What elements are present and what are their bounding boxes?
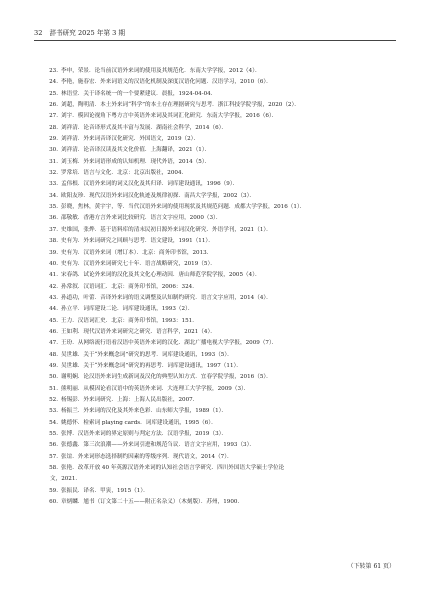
reference-number: 56. [49, 442, 58, 449]
reference-number: 57. [49, 453, 58, 460]
reference-text: 孙立平．词库建设二论．词库建设通讯，1993（2）． [61, 306, 194, 313]
reference-item [34, 179, 396, 190]
reference-number: 36. [49, 215, 58, 222]
reference-number: 43. [49, 294, 58, 301]
reference-item [34, 395, 396, 406]
reference-number: 53. [49, 408, 58, 415]
reference-number: 49. [49, 362, 58, 369]
reference-number: 37. [49, 226, 58, 233]
reference-item [34, 338, 396, 349]
reference-item [34, 384, 396, 395]
reference-number: 55. [49, 431, 58, 437]
reference-number: 35. [49, 204, 58, 211]
reference-item [34, 111, 396, 122]
reference-text: 杨锡彭．外来词研究．上海：上海人民出版社，2007． [61, 396, 199, 403]
reference-number: 32. [49, 170, 58, 177]
reference-number: 60. [49, 499, 58, 506]
reference-text: 姚德怀．检索词 playing cards．词库建设通讯，1995（6）． [61, 419, 217, 426]
reference-line [34, 463, 396, 474]
reference-text: 王如利．现代汉语外来词研究之研究．语言科学，2021（4）． [61, 328, 216, 335]
reference-item [34, 100, 396, 111]
reference-text: 杨振兰．外来词的汉化及其外来色彩．山东师大学报，1989（1）． [61, 408, 228, 415]
reference-item [34, 213, 396, 224]
reference-text-continued: 文，2021． [50, 476, 82, 483]
reference-number: 39. [49, 249, 58, 256]
reference-item [34, 406, 396, 417]
continuation-note: （下转第 61 页） [347, 563, 395, 570]
reference-number: 24. [49, 79, 58, 86]
page-header [34, 27, 396, 39]
reference-text: 吴世雄．关于“外来概念词”研究的思考．词库建设通讯，1993（5）． [61, 351, 233, 358]
reference-text: 孙常叙．汉语词汇．北京：商务印书馆，2006：324． [61, 283, 198, 290]
reference-item [34, 440, 396, 451]
reference-number: 46. [49, 328, 58, 335]
reference-number: 54. [49, 419, 58, 426]
reference-text: 刘祥清．论音译形式及其丰富与发展．湖南社会科学，2014（6）． [61, 124, 228, 131]
reference-item [34, 89, 396, 100]
reference-number: 51. [49, 385, 58, 392]
reference-number: 26. [49, 102, 58, 109]
reference-item [34, 202, 396, 213]
reference-number: 23. [49, 68, 58, 74]
reference-text: 刘玉梅．外来词语形成的认知机理．现代外语，2014（5）． [61, 158, 211, 165]
reference-text: 罗常培．语言与文化．北京：北京出版社，2004． [61, 170, 188, 177]
reference-text: 吴世雄．关于“外来概念词”研究的再思考．词库建设通讯，1997（11）． [61, 362, 242, 369]
reference-item [34, 304, 396, 315]
reference-item [34, 497, 396, 508]
reference-text: 王玢．从网络流行语看汉语中英语外来词的汉化．湖北广播电视大学学报，2009（7）． [61, 340, 278, 347]
reference-number: 50. [49, 374, 58, 381]
reference-item [34, 282, 396, 293]
reference-text: 邵敬敏．香港方言外来词比较研究．语言文字应用，2000（3）． [61, 215, 222, 222]
reference-list [34, 66, 396, 508]
reference-text: 张艳．改革开放 40 年英源汉语外来词的认知社会语言学研究．四川外国语大学硕士学位论 [61, 465, 285, 472]
reference-text: 刘超，陶明清．本土外来词“科学”的本土存在理据研究与思考．浙江科技学院学报，2020（2）． [61, 102, 300, 109]
reference-text: 欧阳友珍．现代汉语外来词汉化轨迹及规律初探．南昌大学学报，2002（3）． [61, 192, 255, 199]
reference-item [34, 327, 396, 338]
reference-item [34, 452, 396, 463]
reference-number: 48. [49, 351, 58, 358]
reference-item [34, 259, 396, 270]
reference-text: 张德鑫．第三次浪潮——外来词引进和规范刍议．语言文字应用，1993（3）． [61, 442, 255, 449]
reference-text: 孙道功，叶蕾．音译外来词的语义调整及认知制约研究．语言文字应用，2014（4）． [61, 294, 272, 301]
reference-text: 孟伟根．汉语外来词的词义汉化及其归译．词库建设通讯，1996（9）． [61, 181, 239, 188]
reference-number: 29. [49, 136, 58, 143]
reference-number: 31. [49, 158, 58, 165]
reference-text: 谢明娴．论汉语外来词生成新词及汉化的典型认知方式．宜春学院学报，2016（5）． [61, 374, 272, 381]
reference-text: 刘宇．模因论视角下粤方言中英语外来词及其词汇化研究．东南大学学报，2016（6）． [61, 113, 278, 120]
reference-item [34, 157, 396, 168]
reference-text: 彭晓，焦林，黄宇宇，等．当代汉语外来词的使用现状及其规范问题．成都大学学报，2016（1）． [61, 204, 306, 211]
reference-number: 40. [49, 260, 58, 267]
reference-text: 王力．汉语词汇史．北京：商务印书馆，1993：151． [61, 317, 198, 324]
reference-number: 52. [49, 396, 58, 403]
reference-text: 林语堂．关于译名统一的一个要紧建议．晨报，1924-04-04． [61, 90, 217, 97]
reference-text: 章炳麟．馗书（订文第二十五——附正名杂义）（木刻版）．苏州，1900． [61, 499, 244, 506]
reference-item [34, 248, 396, 259]
reference-item [34, 191, 396, 202]
reference-text: 刘祥清．论音译汉读及其文化价值．上海翻译，2021（1）． [61, 147, 211, 154]
reference-number: 27. [49, 113, 58, 120]
reference-number: 42. [49, 283, 58, 290]
reference-number: 30. [49, 147, 58, 154]
reference-number: 44. [49, 306, 58, 313]
reference-number: 33. [49, 181, 58, 188]
reference-text: 刘祥清．外来词音译汉化研究．外国语文，2019（2）． [61, 136, 200, 143]
reference-number: 34. [49, 192, 58, 199]
reference-text: 宋春鸽．试论外来词的汉化及其文化心理动因．唐山师范学院学报，2005（4）． [61, 272, 261, 279]
reference-item [34, 293, 396, 304]
reference-item [34, 418, 396, 429]
reference-item [34, 350, 396, 361]
reference-item [34, 316, 396, 327]
header-rule [34, 40, 396, 41]
reference-item [34, 429, 396, 440]
reference-text: 李艳，施春宏．外来词语义的汉语化机制及深度汉语化问题．汉语学习，2010（6）． [61, 79, 272, 86]
reference-number: 25. [49, 90, 58, 97]
reference-number: 38. [49, 238, 58, 245]
reference-item [34, 123, 396, 134]
reference-item [34, 168, 396, 179]
reference-item [34, 236, 396, 247]
reference-item [34, 225, 396, 236]
reference-item [34, 134, 396, 145]
reference-item [34, 372, 396, 383]
reference-number: 59. [49, 487, 58, 494]
reference-text: 史有为．外来词研究之回顾与思考．语文建设，1991（11）． [61, 238, 214, 245]
reference-item [34, 361, 396, 372]
reference-text: 张谊．外来词形态选择制约因素的等级序列．现代语文，2014（7）． [61, 453, 233, 460]
reference-item [34, 463, 396, 486]
reference-item [34, 270, 396, 281]
page-number: 32 [34, 29, 43, 37]
reference-text: 张振民．译名．甲寅，1915（1）． [61, 487, 149, 494]
reference-text: 李申，荣景．论当前汉语外来词的使用及其规范化．东南大学学报，2012（4）． [61, 68, 261, 74]
reference-item [34, 145, 396, 156]
reference-text: 史有为．汉语外来词（增订本）．北京：商务印书馆，2013． [61, 249, 213, 256]
reference-number: 47. [49, 340, 58, 347]
reference-text: 熊明丽．从模因论看汉语中的英语外来词．大连理工大学学报，2009（3）． [61, 385, 250, 392]
reference-number: 41. [49, 272, 58, 279]
reference-text: 史维国，张烨．基于语料库的清末民初日源外来词汉化研究．外语学刊，2021（1）． [61, 226, 272, 233]
reference-text: 张博．汉语外来词的界定原则与判定方法．汉语学报，2019（3）． [61, 431, 228, 437]
reference-number: 58. [49, 465, 58, 472]
reference-item [34, 486, 396, 497]
reference-number: 45. [49, 317, 58, 324]
reference-number: 28. [49, 124, 58, 131]
reference-item [34, 66, 396, 77]
reference-text: 史有为．汉语外来词研究七十年．语言战略研究，2019（5）． [61, 260, 216, 267]
reference-item [34, 77, 396, 88]
journal-title: 辞书研究 2025 年第 3 期 [49, 29, 126, 37]
